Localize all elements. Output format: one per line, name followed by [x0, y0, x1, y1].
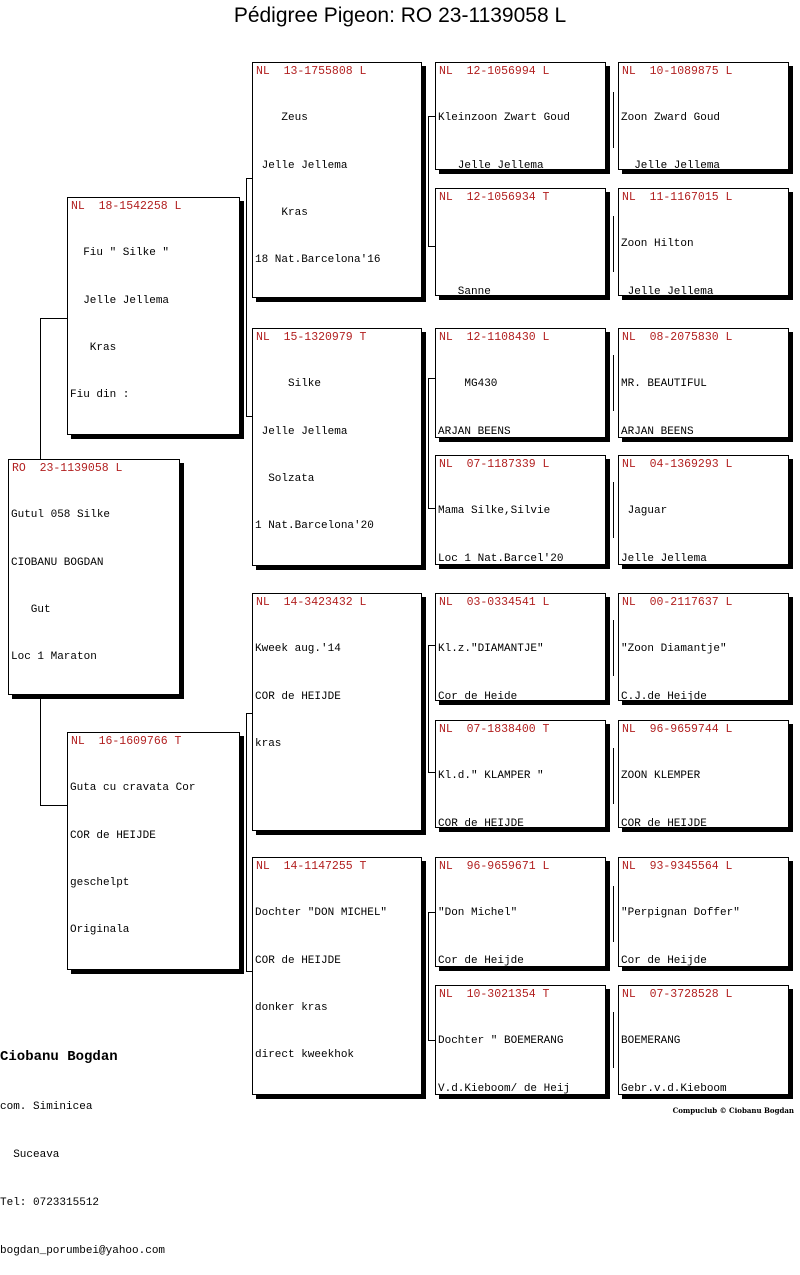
note-line: Originala	[70, 923, 237, 939]
gen4-card	[435, 720, 606, 828]
ring-number: NL 10-1089875 L	[619, 63, 788, 80]
pigeon-notes	[619, 1003, 788, 1095]
ring-number: NL 15-1320979 T	[253, 329, 421, 346]
pigeon-notes	[436, 346, 605, 438]
ring-number: NL 07-1838400 T	[436, 721, 605, 738]
ring-number: NL 14-1147255 T	[253, 858, 421, 875]
note-line: Sanne	[438, 285, 603, 296]
pigeon-notes	[619, 80, 788, 170]
gen5-pair-card	[618, 857, 789, 967]
note-line: Jelle Jellema	[621, 552, 786, 565]
ring-number: NL 07-3728528 L	[619, 986, 788, 1003]
note-line: direct kweekhok	[255, 1048, 419, 1064]
gen5-pair-card	[618, 985, 789, 1095]
note-line: Jelle Jellema	[438, 159, 603, 170]
note-line: Loc 1 Maraton	[11, 650, 177, 666]
dam-card	[67, 732, 240, 970]
note-line: Jelle Jellema	[70, 294, 237, 310]
note-line: COR de HEIJDE	[255, 690, 419, 706]
pigeon-notes	[619, 875, 788, 967]
note-line: Kleinzoon Zwart Goud	[438, 111, 603, 127]
note-line: ARJAN BEENS	[438, 425, 603, 438]
note-line: COR de HEIJDE	[70, 829, 237, 845]
connector	[613, 216, 614, 272]
note-line: Cor de Heide	[438, 690, 603, 701]
owner-info	[0, 1015, 165, 1275]
pigeon-notes	[436, 80, 605, 170]
gen5-pair-card	[618, 188, 789, 296]
pigeon-notes	[68, 750, 239, 970]
note-line: C.J.de Heijde	[621, 690, 786, 701]
note-line: Kras	[255, 206, 419, 222]
note-line: MG430	[438, 377, 603, 393]
note-line: "Don Michel"	[438, 906, 603, 922]
ring-number: NL 12-1108430 L	[436, 329, 605, 346]
connector	[246, 178, 247, 416]
connector	[613, 748, 614, 804]
pigeon-notes	[619, 473, 788, 565]
ring-number: NL 16-1609766 T	[68, 733, 239, 750]
note-line: V.d.Kieboom/ de Heij	[438, 1082, 603, 1095]
note-line: BOEMERANG	[621, 1034, 786, 1050]
note-line: Solzata	[255, 472, 419, 488]
note-line: donker kras	[255, 1001, 419, 1017]
pigeon-notes	[253, 80, 421, 298]
ring-number: NL 96-9659744 L	[619, 721, 788, 738]
connector	[613, 92, 614, 148]
connector	[428, 378, 429, 508]
connector	[428, 912, 429, 1040]
note-line: Kras	[70, 341, 237, 357]
connector	[613, 1012, 614, 1068]
pigeon-notes	[253, 875, 421, 1095]
ring-number: NL 12-1056994 L	[436, 63, 605, 80]
ring-number: NL 04-1369293 L	[619, 456, 788, 473]
pigeon-notes	[436, 611, 605, 701]
ring-number: NL 10-3021354 T	[436, 986, 605, 1003]
pigeon-notes	[619, 611, 788, 701]
note-line: Kl.d." KLAMPER "	[438, 769, 603, 785]
gen5-pair-card	[618, 593, 789, 701]
connector	[613, 886, 614, 942]
ring-number: NL 08-2075830 L	[619, 329, 788, 346]
note-line: Zeus	[255, 111, 419, 127]
gen5-pair-card	[618, 720, 789, 828]
ring-number: NL 12-1056934 T	[436, 189, 605, 206]
ring-number: NL 13-1755808 L	[253, 63, 421, 80]
connector	[428, 645, 429, 772]
note-line	[438, 237, 603, 253]
note-line: Jelle Jellema	[255, 425, 419, 441]
connector	[40, 318, 41, 460]
granddam-paternal-card	[252, 328, 422, 566]
connector	[246, 713, 247, 971]
note-line: COR de HEIJDE	[438, 817, 603, 828]
gen4-card	[435, 593, 606, 701]
ring-number: NL 93-9345564 L	[619, 858, 788, 875]
note-line: Kl.z."DIAMANTJE"	[438, 642, 603, 658]
ring-number: NL 14-3423432 L	[253, 594, 421, 611]
note-line: Gut	[11, 603, 177, 619]
note-line: Gebr.v.d.Kieboom	[621, 1082, 786, 1095]
connector	[428, 116, 429, 246]
note-line: 1 Nat.Barcelona'20	[255, 519, 419, 535]
note-line: Dochter " BOEMERANG	[438, 1034, 603, 1050]
owner-name: Ciobanu Bogdan	[0, 1047, 165, 1067]
gen5-pair-card	[618, 62, 789, 170]
gen5-pair-card	[618, 328, 789, 438]
note-line: Mama Silke,Silvie	[438, 504, 603, 520]
pigeon-notes	[436, 738, 605, 828]
subject-pigeon-card	[8, 459, 180, 695]
note-line: "Zoon Diamantje"	[621, 642, 786, 658]
ring-number: NL 07-1187339 L	[436, 456, 605, 473]
pigeon-notes	[68, 215, 239, 435]
note-line: "Perpignan Doffer"	[621, 906, 786, 922]
gen4-card	[435, 985, 606, 1095]
pigeon-notes	[9, 477, 179, 695]
gen4-card	[435, 328, 606, 438]
grandsire-maternal-card	[252, 593, 422, 831]
note-line: Jelle Jellema	[621, 159, 786, 170]
ring-number: NL 00-2117637 L	[619, 594, 788, 611]
owner-address-line: com. Siminicea	[0, 1099, 165, 1115]
owner-address-line: Suceava	[0, 1147, 165, 1163]
note-line: COR de HEIJDE	[621, 817, 786, 828]
pigeon-notes	[436, 473, 605, 565]
note-line: Jaguar	[621, 504, 786, 520]
pigeon-notes	[619, 346, 788, 438]
note-line: 18 Nat.Barcelona'16	[255, 253, 419, 269]
grandsire-paternal-card	[252, 62, 422, 298]
connector	[40, 805, 69, 806]
sire-card	[67, 197, 240, 435]
note-line: Fiu " Silke "	[70, 246, 237, 262]
connector	[613, 355, 614, 411]
pigeon-notes	[436, 875, 605, 967]
pigeon-notes	[619, 738, 788, 828]
note-line: Cor de Heijde	[621, 954, 786, 967]
pigeon-notes	[436, 206, 605, 296]
ring-number: RO 23-1139058 L	[9, 460, 179, 477]
gen4-card	[435, 455, 606, 565]
note-line: COR de HEIJDE	[255, 954, 419, 970]
page-title: Pédigree Pigeon: RO 23-1139058 L	[0, 4, 800, 28]
note-line: ARJAN BEENS	[621, 425, 786, 438]
connector	[40, 695, 41, 805]
note-line: Zoon Hilton	[621, 237, 786, 253]
gen4-card	[435, 62, 606, 170]
connector	[613, 482, 614, 538]
ring-number: NL 03-0334541 L	[436, 594, 605, 611]
gen4-card	[435, 857, 606, 967]
note-line: kras	[255, 737, 419, 753]
ring-number: NL 96-9659671 L	[436, 858, 605, 875]
note-line: ZOON KLEMPER	[621, 769, 786, 785]
owner-phone: Tel: 0723315512	[0, 1195, 165, 1211]
note-line: Fiu din :	[70, 388, 237, 404]
granddam-maternal-card	[252, 857, 422, 1095]
pigeon-notes	[253, 346, 421, 566]
note-line: Jelle Jellema	[621, 285, 786, 296]
note-line: CIOBANU BOGDAN	[11, 556, 177, 572]
gen5-pair-card	[618, 455, 789, 565]
note-line: Silke	[255, 377, 419, 393]
note-line: MR. BEAUTIFUL	[621, 377, 786, 393]
pigeon-notes	[619, 206, 788, 296]
note-line: Dochter "DON MICHEL"	[255, 906, 419, 922]
ring-number: NL 18-1542258 L	[68, 198, 239, 215]
gen4-card	[435, 188, 606, 296]
pigeon-notes	[253, 611, 421, 784]
note-line: Guta cu cravata Cor	[70, 781, 237, 797]
ring-number: NL 11-1167015 L	[619, 189, 788, 206]
pigeon-notes	[436, 1003, 605, 1095]
note-line: geschelpt	[70, 876, 237, 892]
connector	[613, 620, 614, 676]
software-credit: Compuclub © Ciobanu Bogdan	[673, 1106, 794, 1115]
note-line: Jelle Jellema	[255, 159, 419, 175]
note-line: Zoon Zward Goud	[621, 111, 786, 127]
note-line: Kweek aug.'14	[255, 642, 419, 658]
connector	[40, 318, 69, 319]
note-line: Cor de Heijde	[438, 954, 603, 967]
note-line: Loc 1 Nat.Barcel'20	[438, 552, 603, 565]
owner-email: bogdan_porumbei@yahoo.com	[0, 1243, 165, 1259]
note-line: Gutul 058 Silke	[11, 508, 177, 524]
